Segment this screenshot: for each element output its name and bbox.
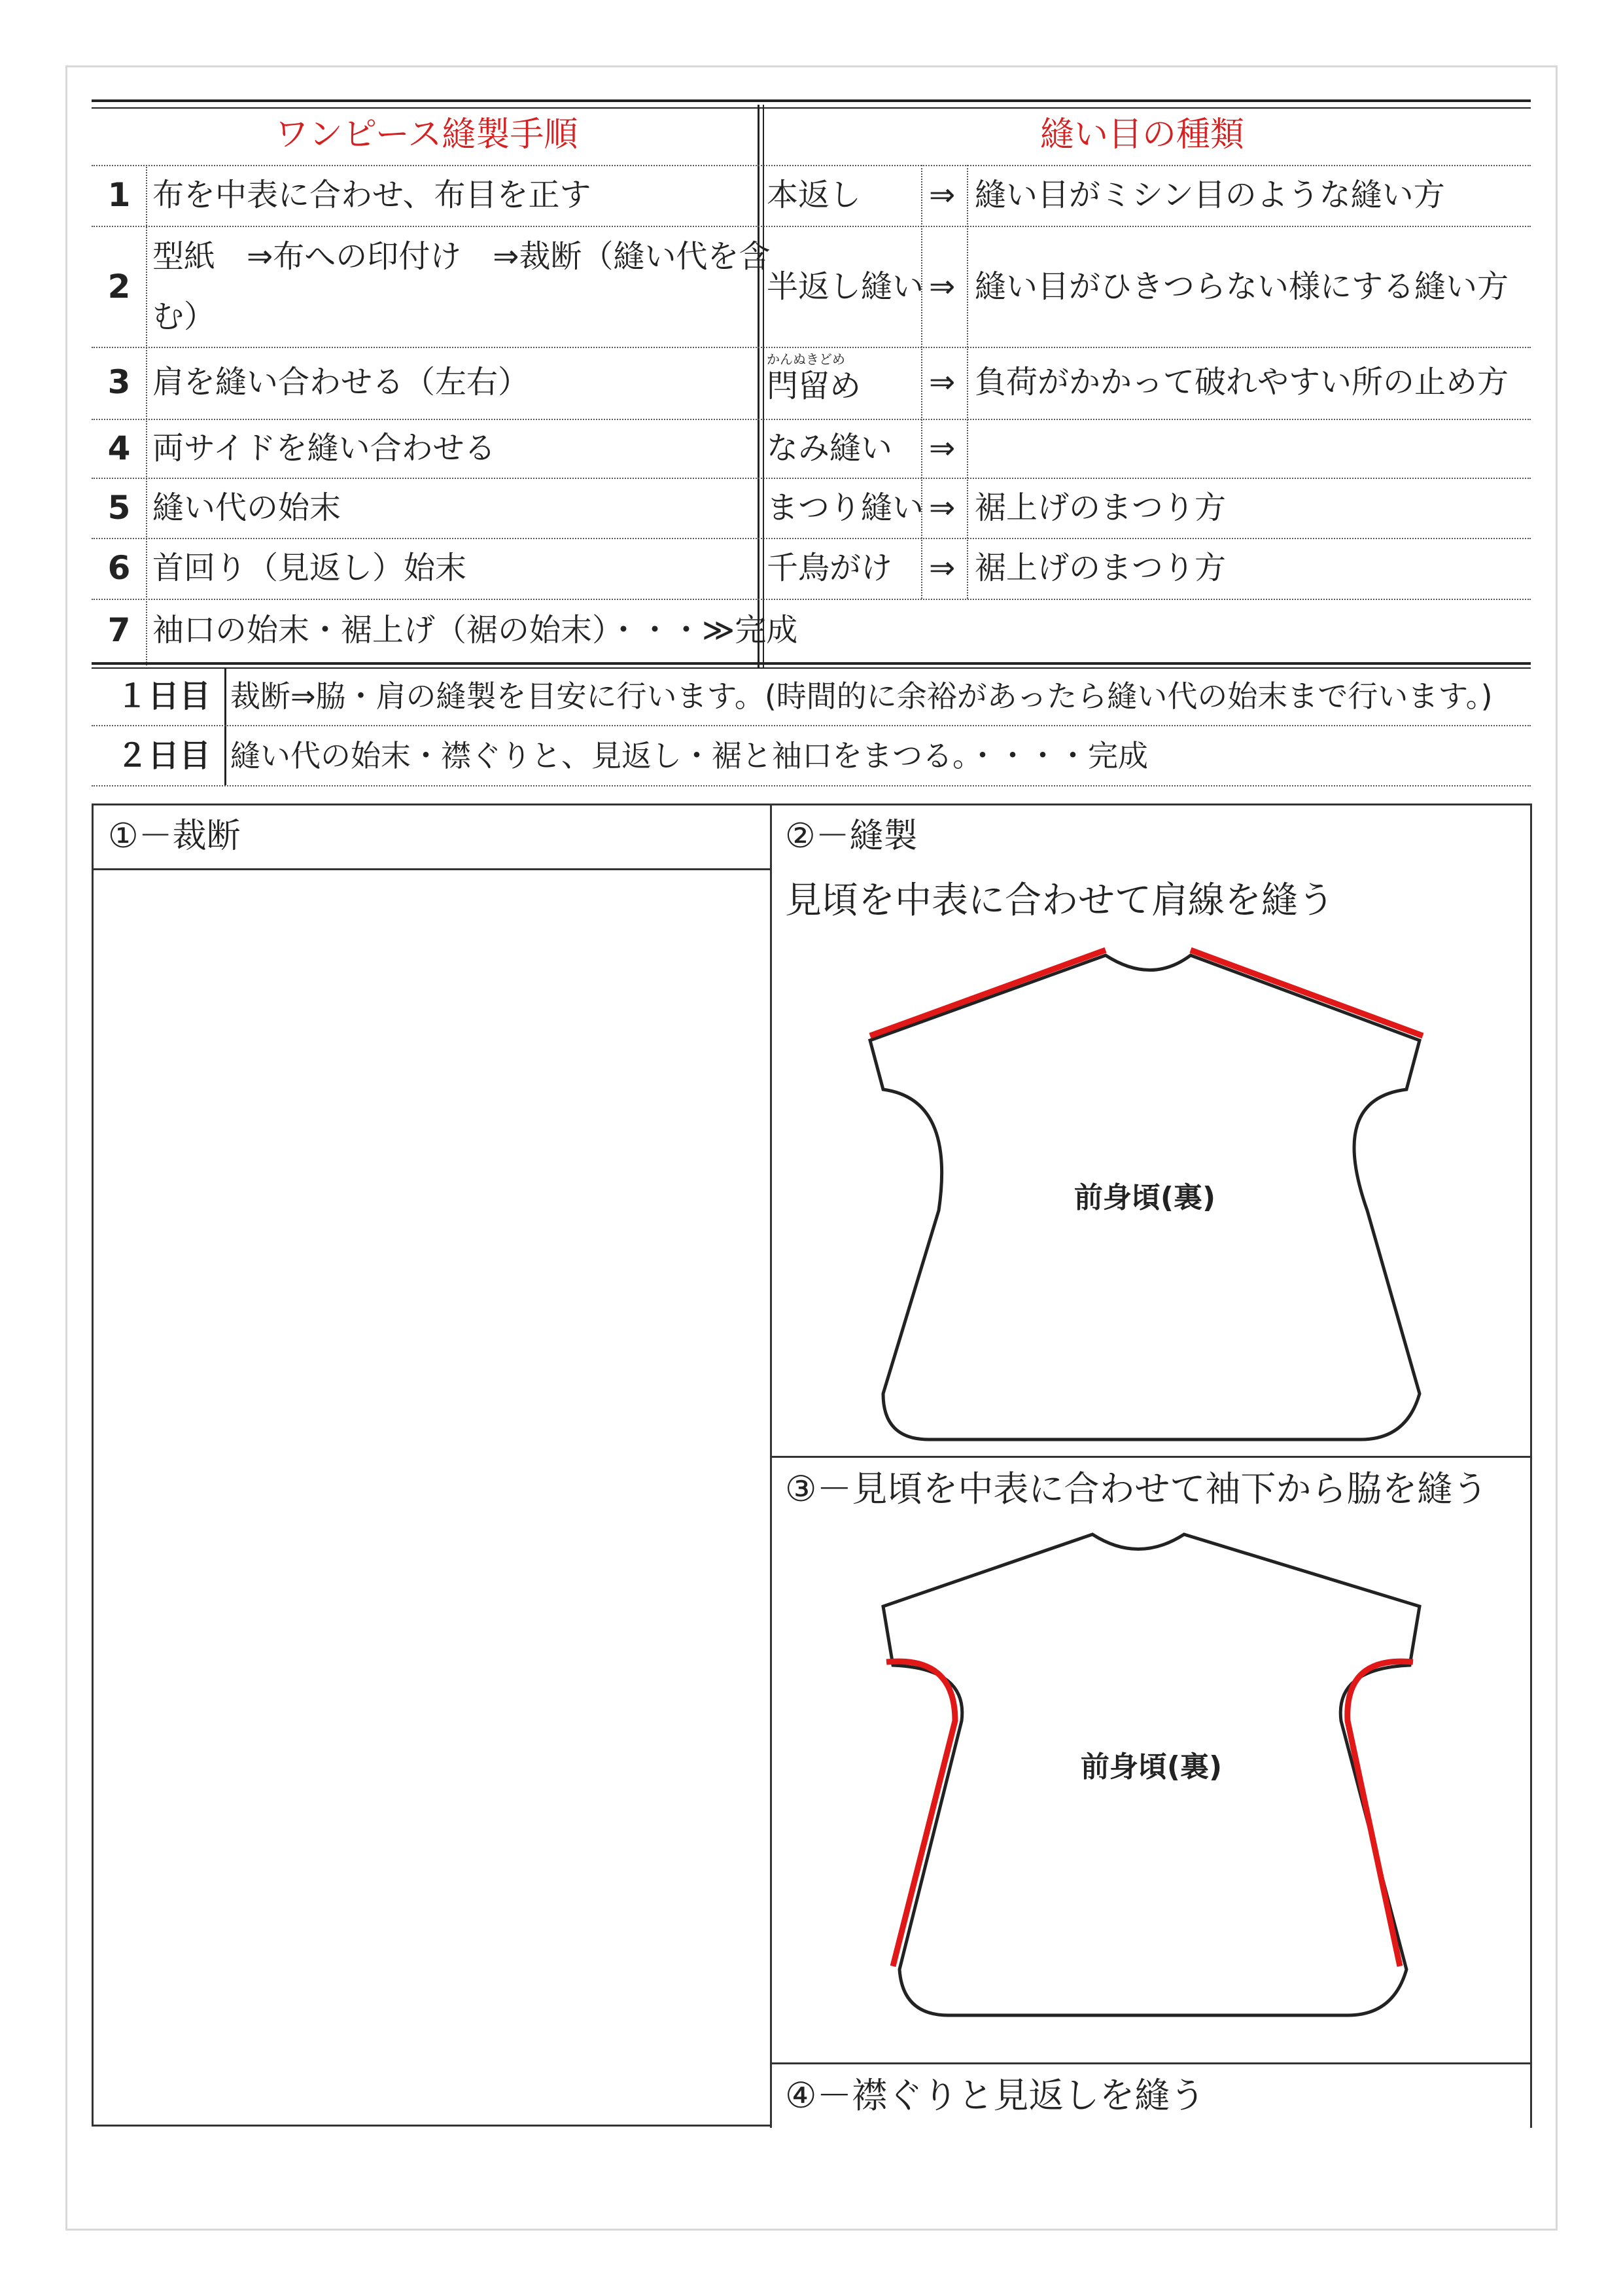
row-line	[92, 478, 1531, 479]
schedule-text: 縫い代の始末・襟ぐりと、見返し・裾と袖口をまつる。・・・・完成	[230, 738, 1148, 773]
step-text: 袖口の始末・裾上げ（裾の始末）・・・≫完成	[152, 612, 798, 648]
collar-section-title: ④－襟ぐりと見返しを縫う	[785, 2075, 1206, 2116]
step-text: 肩を縫い合わせる（左右）	[152, 364, 530, 400]
diagram-label: 前身頃(裏)	[1080, 1750, 1223, 1784]
arrow-icon: ⇒	[929, 268, 956, 305]
stitch-name: なみ縫い	[767, 430, 893, 467]
arrow-icon: ⇒	[929, 489, 956, 526]
step-text: 型紙 ⇒布への印付け ⇒裁断（縫い代を含	[152, 238, 771, 275]
arrow-icon: ⇒	[929, 550, 956, 586]
schedule-top-border	[92, 662, 1531, 669]
schedule-day: ２日目	[116, 737, 211, 774]
row-line	[92, 347, 1531, 348]
side-seam-section-title: ③－見頃を中表に合わせて袖下から脇を縫う	[785, 1468, 1488, 1510]
stitch-arrow-column-line	[967, 165, 968, 599]
table-column-divider	[758, 105, 764, 667]
step-text: 布を中表に合わせ、布目を正す	[152, 177, 591, 213]
arrow-icon: ⇒	[929, 364, 956, 400]
arrow-icon: ⇒	[929, 177, 956, 213]
row-line	[92, 165, 1531, 166]
stitch-description: 裾上げのまつり方	[975, 550, 1227, 586]
stitch-name: 閂留め	[767, 368, 862, 404]
stitch-title: 縫い目の種類	[1040, 115, 1245, 154]
procedure-title: ワンピース縫製手順	[275, 115, 578, 154]
schedule-row-line	[92, 725, 1531, 726]
cutting-section-title: ①－裁断	[108, 817, 241, 856]
step-text: 縫い代の始末	[152, 489, 341, 526]
front-bodice-diagram-side	[850, 1525, 1452, 2041]
stitch-description: 負荷がかかって破れやすい所の止め方	[975, 364, 1509, 400]
step-number: 1	[107, 176, 131, 214]
step-text-continued: む）	[152, 298, 216, 335]
row-line	[92, 419, 1531, 420]
stitch-name: 本返し	[767, 177, 862, 213]
arrow-icon: ⇒	[929, 430, 956, 467]
stitch-name-column-line	[921, 165, 922, 599]
stitch-name: 半返し縫い	[767, 268, 924, 305]
sewing-section-subtitle: 見頃を中表に合わせて肩線を縫う	[785, 879, 1335, 922]
schedule-day: １日目	[116, 678, 211, 715]
front-bodice-diagram-shoulder	[844, 936, 1459, 1453]
schedule-text: 裁断⇒脇・肩の縫製を目安に行います。(時間的に余裕があったら縫い代の始末まで行います。)	[230, 679, 1493, 714]
stitch-description: 裾上げのまつり方	[975, 489, 1227, 526]
step-number: 2	[107, 268, 131, 306]
row-line	[92, 599, 1531, 600]
cutting-header-line	[92, 868, 772, 870]
schedule-row-line	[92, 785, 1531, 786]
number-column-line	[146, 165, 147, 665]
row-line	[92, 538, 1531, 539]
step-number: 4	[107, 429, 131, 467]
diagram-label: 前身頃(裏)	[1073, 1181, 1216, 1214]
row-line	[92, 226, 1531, 227]
step-number: 7	[107, 611, 131, 649]
stitch-description: 縫い目がひきつらない様にする縫い方	[975, 268, 1509, 305]
stitch-description: 縫い目がミシン目のような縫い方	[975, 177, 1445, 213]
step-number: 3	[107, 363, 131, 401]
stitch-ruby: かんぬきどめ	[767, 351, 845, 367]
schedule-divider	[224, 669, 226, 785]
table-top-border	[92, 99, 1531, 109]
cutting-section-box	[92, 804, 772, 2127]
step-text: 首回り（見返し）始末	[152, 550, 467, 586]
stitch-name: 千鳥がけ	[767, 550, 893, 586]
sewing-section-title: ②－縫製	[785, 817, 918, 856]
stitch-name: まつり縫い	[767, 489, 924, 526]
step-number: 6	[107, 549, 131, 587]
step-text: 両サイドを縫い合わせる	[152, 430, 496, 467]
step-number: 5	[107, 489, 131, 527]
